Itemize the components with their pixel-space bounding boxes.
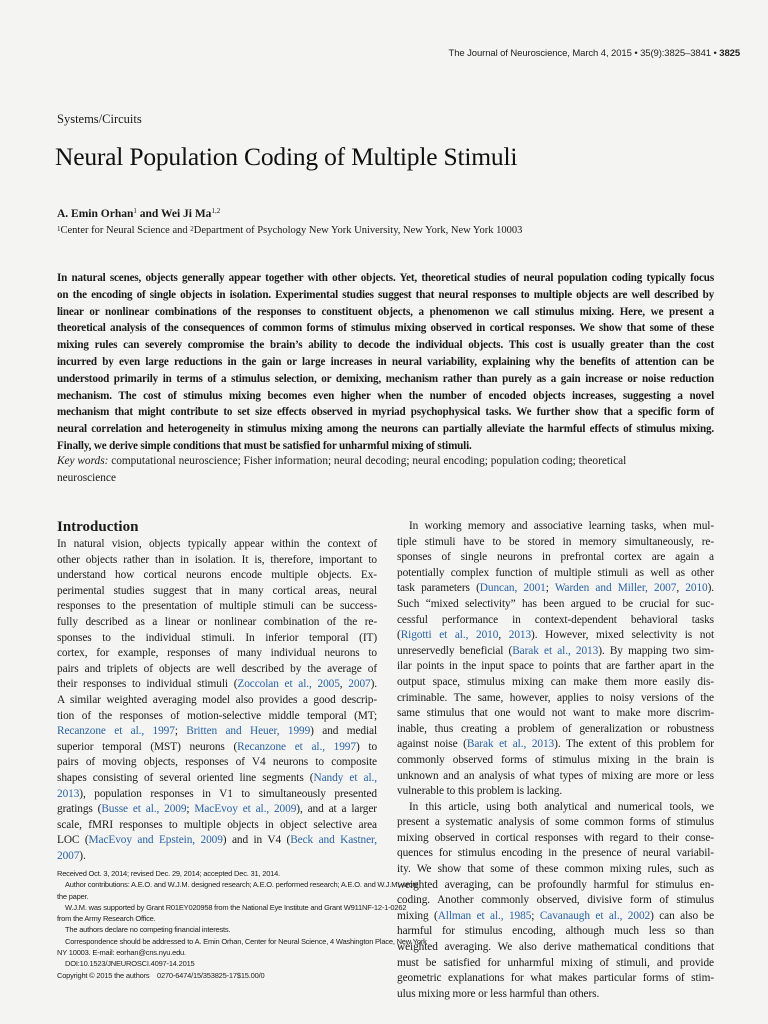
author-conjunction: and (136, 208, 161, 220)
citation-link[interactable]: Rigotti et al., 2010 (400, 629, 499, 642)
text-segment: Such “mixed selectivity” has been argued to be crucial for suc- (397, 597, 714, 610)
text-line (397, 737, 714, 753)
citation-link[interactable]: Zoccolan et al., 2005 (237, 678, 340, 691)
text-line (397, 815, 714, 831)
text-line (397, 971, 714, 987)
author-affil-mark: 1 (133, 207, 137, 215)
text-line (397, 706, 714, 722)
keywords (57, 453, 714, 486)
abstract-line: linear or nonlinear combinations of the responses to constituent objects, a phenomenon we call stimulus mixing. Here, we present a (57, 305, 714, 318)
abstract-line: on the encoding of single objects in isolation. Experimental studies suggest that neural responses to multiple objects are well described by (57, 288, 714, 301)
text-line (397, 831, 714, 847)
text-line (397, 800, 714, 816)
text-segment: ) and in V4 ( (222, 834, 291, 847)
footnote-line: from the Army Research Office. (57, 914, 156, 924)
abstract-line: mechanism that might contribute to set size effects observed in myriad psychophysical tasks. We further show that a specific form of (57, 406, 714, 419)
text-segment: unknown and an analysis of what types of mixing are more or less (397, 769, 714, 782)
text-segment: understand how cortical neurons encode multiple objects. Ex- (57, 569, 377, 582)
text-segment: ) and medial (310, 725, 378, 738)
citation-link[interactable]: 2013 (508, 629, 532, 642)
text-segment: ). (370, 678, 378, 691)
citation-link[interactable]: Barak et al., 2013 (466, 738, 555, 751)
affil-mark: 1 (57, 225, 61, 233)
text-segment: quences for stimulus encoding in the presence of neural variabil- (397, 847, 714, 860)
text-line (57, 833, 377, 849)
text-segment: , (339, 678, 349, 691)
text-segment: A similar weighted averaging model also provides a good descrip- (57, 693, 377, 706)
text-segment: ), population responses in V1 to simultaneously presented (79, 787, 377, 800)
text-line (397, 519, 714, 535)
text-segment: tion of the responses of motion-selective middle temporal (MT; (57, 709, 377, 722)
abstract-line: incurred by even large reductions in the gain or large increases in neural variability, explaining why the benefits of attention can be (57, 355, 714, 368)
text-line (57, 615, 377, 631)
text-segment: ). However, mixed selectivity is not (531, 629, 714, 642)
text-segment: weighted averaging. We also derive mathematical conditions that (397, 941, 714, 954)
text-segment: LOC ( (57, 834, 89, 847)
text-line (397, 644, 714, 660)
text-segment: ity. We show that some of these common mixing rules, such as (397, 863, 714, 876)
keywords-label: Key words: (57, 455, 109, 467)
text-segment: harmful for stimulus encoding, although much less so than (397, 925, 714, 938)
text-segment: pairs and triplets of objects are well described by the average of (57, 662, 377, 675)
footnote-line: Received Oct. 3, 2014; revised Dec. 29, 2014; accepted Dec. 31, 2014. (57, 869, 281, 878)
text-line (57, 849, 377, 865)
text-segment: inable, thus creating a problem of generalization or robustness (397, 722, 714, 735)
text-segment: ulus mixing more or less harmful than others. (397, 987, 600, 1000)
text-segment: ). (79, 849, 86, 862)
citation-link[interactable]: MacEvoy et al., 2009 (194, 803, 297, 816)
text-segment: ilar points in the input space to points that are farther apart in the (397, 660, 714, 673)
text-segment: ) to (355, 740, 378, 753)
text-segment: , (498, 629, 509, 642)
abstract (57, 270, 714, 455)
text-line (57, 537, 377, 553)
text-segment: ; (545, 582, 555, 595)
text-line (397, 784, 714, 800)
footnote-line: Copyright © 2015 the authors 0270-6474/15/353825-17$15.00/0 (57, 970, 265, 980)
author-affil-mark: 1,2 (211, 207, 221, 215)
text-segment: same stimulus that one would not want to make more discrim- (397, 707, 714, 720)
footnote-line: W.J.M. was supported by Grant R01EY020958 from the National Eye Institute and Grant W911NF-12-1-0262 (65, 902, 407, 912)
text-line (397, 862, 714, 878)
text-segment: ) can also be (650, 909, 714, 922)
citation-link[interactable]: 2010 (685, 582, 708, 595)
text-line (397, 956, 714, 972)
abstract-line: theoretical analysis of the consequences of common forms of stimulus mixing observed in cortical responses. We show that some of these (57, 322, 714, 335)
citation-link[interactable]: Beck and Kastner, (290, 834, 377, 847)
text-line (397, 924, 714, 940)
abstract-line: Finally, we derive simple conditions that must be satisfied for unharmful mixing of stimuli. (57, 439, 472, 452)
text-segment: cortex, for example, responses of many individual neurons to (57, 647, 377, 660)
text-segment: ). By mapping two sim- (598, 644, 714, 657)
section-label: Systems/Circuits (57, 112, 142, 126)
citation-link[interactable]: 2013 (57, 787, 80, 800)
text-line (57, 677, 377, 693)
running-head-journal: The Journal of Neuroscience, March 4, 2015 • 35(9):3825–3841 • (448, 48, 717, 59)
text-line (397, 909, 714, 925)
footnote-line: NY 10003. E-mail: eorhan@cns.nyu.edu. (57, 948, 186, 958)
text-segment: scale, fMRI responses to multiple objects in object selective area (57, 818, 377, 831)
text-segment: sponses of single neurons in prefrontal cortex are again a (397, 551, 714, 564)
text-line (397, 550, 714, 566)
abstract-line: mechanism. The cost of stimulus mixing becomes even higher when the number of encoded objects increases, suggesting a novel (57, 389, 714, 402)
text-line (397, 753, 714, 769)
abstract-line: neural correlation and heterogeneity in stimulus mixing among the neurons can partially alleviate the harmful effects of stimulus mixing. (57, 423, 714, 436)
text-segment: mixing ( (397, 909, 438, 922)
text-segment: perimental studies suggest that in many cortical areas, neural (57, 584, 377, 597)
keywords-text: neuroscience (57, 471, 116, 484)
text-segment: present a systematic analysis of some common forms of stimulus (397, 816, 714, 829)
footnote-line: The authors declare no competing financial interests. (65, 925, 231, 935)
text-line (57, 662, 377, 678)
text-segment: gratings ( (57, 803, 102, 816)
text-line (397, 581, 714, 597)
text-line (397, 878, 714, 894)
author-name: Wei Ji Ma (160, 208, 212, 220)
article-title: Neural Population Coding of Multiple Stimuli (55, 142, 518, 171)
text-line (397, 987, 714, 1003)
citation-link[interactable]: Barak et al., 2013 (512, 644, 599, 657)
text-line (397, 566, 714, 582)
citation-link[interactable]: Cavanaugh et al., 2002 (539, 909, 651, 922)
text-line (57, 599, 377, 615)
text-segment: ), and at a larger (296, 803, 377, 816)
text-segment: In this article, using both analytical and numerical tools, we (409, 800, 714, 813)
text-line (57, 553, 377, 569)
citation-link[interactable]: 2007 (57, 849, 80, 862)
text-segment: shapes consisting of several oriented line segments ( (57, 771, 314, 784)
text-line (57, 755, 377, 771)
text-segment: must be satisfied for unharmful mixing of stimuli, and provide (397, 956, 714, 969)
footnote-line: Author contributions: A.E.O. and W.J.M. designed research; A.E.O. performed research; A.E.O. and W.J.M. wrote (65, 880, 419, 890)
text-segment: ; (186, 803, 195, 816)
text-line (397, 940, 714, 956)
text-line (57, 740, 377, 756)
text-segment: their responses to individual stimuli ( (57, 678, 238, 691)
text-segment: ; (531, 909, 540, 922)
text-line (57, 771, 377, 787)
text-segment: unreservedly beneficial ( (397, 644, 513, 657)
text-line (397, 613, 714, 629)
text-segment: vulnerable to this problem is lacking. (397, 785, 563, 798)
text-segment: ; (174, 725, 187, 738)
introduction-right-column (397, 519, 714, 1002)
affil-text: Center for Neural Science and (60, 225, 191, 236)
text-line (397, 691, 714, 707)
citation-link[interactable]: Britten and Heuer, 1999 (186, 725, 311, 738)
introduction-left-column (57, 537, 377, 864)
abstract-line: In natural scenes, objects generally appear together with other objects. Yet, theoretical studies of neural population coding typically focus (57, 272, 714, 284)
text-line (397, 628, 714, 644)
citation-link[interactable]: Busse et al., 2009 (101, 803, 187, 816)
citation-link[interactable]: Warden and Miller, 2007 (554, 582, 677, 595)
text-segment: pairs of moving objects, responses of V4 neurons to composite (57, 756, 377, 769)
text-line (57, 787, 377, 803)
text-segment: tiple stimuli have to be stored in memory simultaneously, re- (397, 535, 714, 548)
citation-link[interactable]: Recanzone et al., 1997 (57, 725, 175, 738)
text-segment: In natural vision, objects typically appear within the context of (57, 538, 377, 550)
text-line (397, 675, 714, 691)
affil-mark: 2 (190, 225, 194, 233)
citation-link[interactable]: 2007 (348, 678, 371, 691)
text-segment: responses to the presentation of multiple stimuli can be success- (57, 600, 377, 613)
text-line (397, 722, 714, 738)
citation-link[interactable]: Allman et al., 1985 (437, 909, 532, 922)
keywords-text: computational neuroscience; Fisher information; neural decoding; neural encoding; population coding; theoretical (111, 455, 627, 467)
introduction-heading: Introduction (57, 519, 139, 535)
text-line (397, 769, 714, 785)
text-segment: sponses to the individual stimuli. In inferior temporal (IT) (57, 631, 377, 644)
running-head-page: 3825 (719, 48, 740, 59)
text-line (397, 659, 714, 675)
text-segment: coding. Another commonly observed, divisive form of stimulus (397, 894, 714, 907)
text-segment: superior temporal (MST) neurons ( (57, 740, 238, 753)
text-segment: ). (707, 582, 715, 595)
text-line (57, 693, 377, 709)
text-segment: against noise ( (397, 738, 467, 751)
citation-link[interactable]: Nandy et al., (313, 771, 377, 784)
text-segment: fully described as a linear or nonlinear combination of the re- (57, 615, 377, 628)
text-line (57, 802, 377, 818)
text-segment: , (676, 582, 686, 595)
text-segment: mixing observed in cortical responses with regard to their conse- (397, 831, 714, 844)
author-list (57, 208, 220, 220)
citation-link[interactable]: Recanzone et al., 1997 (237, 740, 356, 753)
text-segment: other objects rather than in isolation. It is, therefore, important to (57, 553, 377, 566)
text-line (397, 893, 714, 909)
citation-link[interactable]: Duncan, 2001 (479, 582, 546, 595)
text-segment: output space, stimulus mixing can make them more easily dis- (397, 675, 714, 688)
text-segment: task parameters ( (397, 582, 480, 595)
text-segment: ( (397, 629, 401, 642)
footnote-line: the paper. (57, 891, 89, 901)
abstract-line: understood primarily in terms of a stimulus selection, or demixing, mechanism rather than purely as a gain increase or noise reduction (57, 372, 714, 385)
text-line (397, 597, 714, 613)
text-segment: In working memory and associative learning tasks, when mul- (409, 520, 714, 532)
text-segment: criminable. The same, however, applies to noisy versions of the (397, 691, 714, 704)
footnote-line: DOI:10.1523/JNEUROSCI.4097-14.2015 (65, 959, 195, 969)
text-line (57, 709, 377, 725)
affiliations (57, 225, 522, 236)
text-line (57, 631, 377, 647)
text-line (57, 584, 377, 600)
text-segment: geometric explanations for what makes particular forms of stim- (397, 972, 714, 985)
citation-link[interactable]: MacEvoy and Epstein, 2009 (88, 834, 223, 847)
text-segment: cessful performance in context-dependent behavioral tasks (397, 613, 714, 626)
text-segment: weighted averaging, can be profoundly harmful for stimulus en- (397, 878, 714, 891)
text-segment: ). The extent of this problem for (554, 738, 714, 751)
abstract-line: mixing rules can severely compromise the brain’s ability to decode the individual objects. This cost is usually greater than the cost (57, 339, 714, 352)
running-head (449, 48, 740, 59)
text-line (57, 646, 377, 662)
text-segment: potentially complex function of multiple stimuli as well as other (397, 566, 714, 579)
text-line (57, 724, 377, 740)
footnote-line: Correspondence should be addressed to A. Emin Orhan, Center for Neural Science, 4 Washington Place, New York (65, 936, 427, 946)
affil-text: Department of Psychology New York University, New York, New York 10003 (193, 225, 523, 236)
text-line (397, 846, 714, 862)
text-line (397, 535, 714, 551)
text-segment: commonly observed forms of stimulus mixing in the brain is (397, 753, 714, 766)
text-line (57, 568, 377, 584)
author-name: A. Emin Orhan (57, 208, 134, 220)
text-line (57, 818, 377, 834)
